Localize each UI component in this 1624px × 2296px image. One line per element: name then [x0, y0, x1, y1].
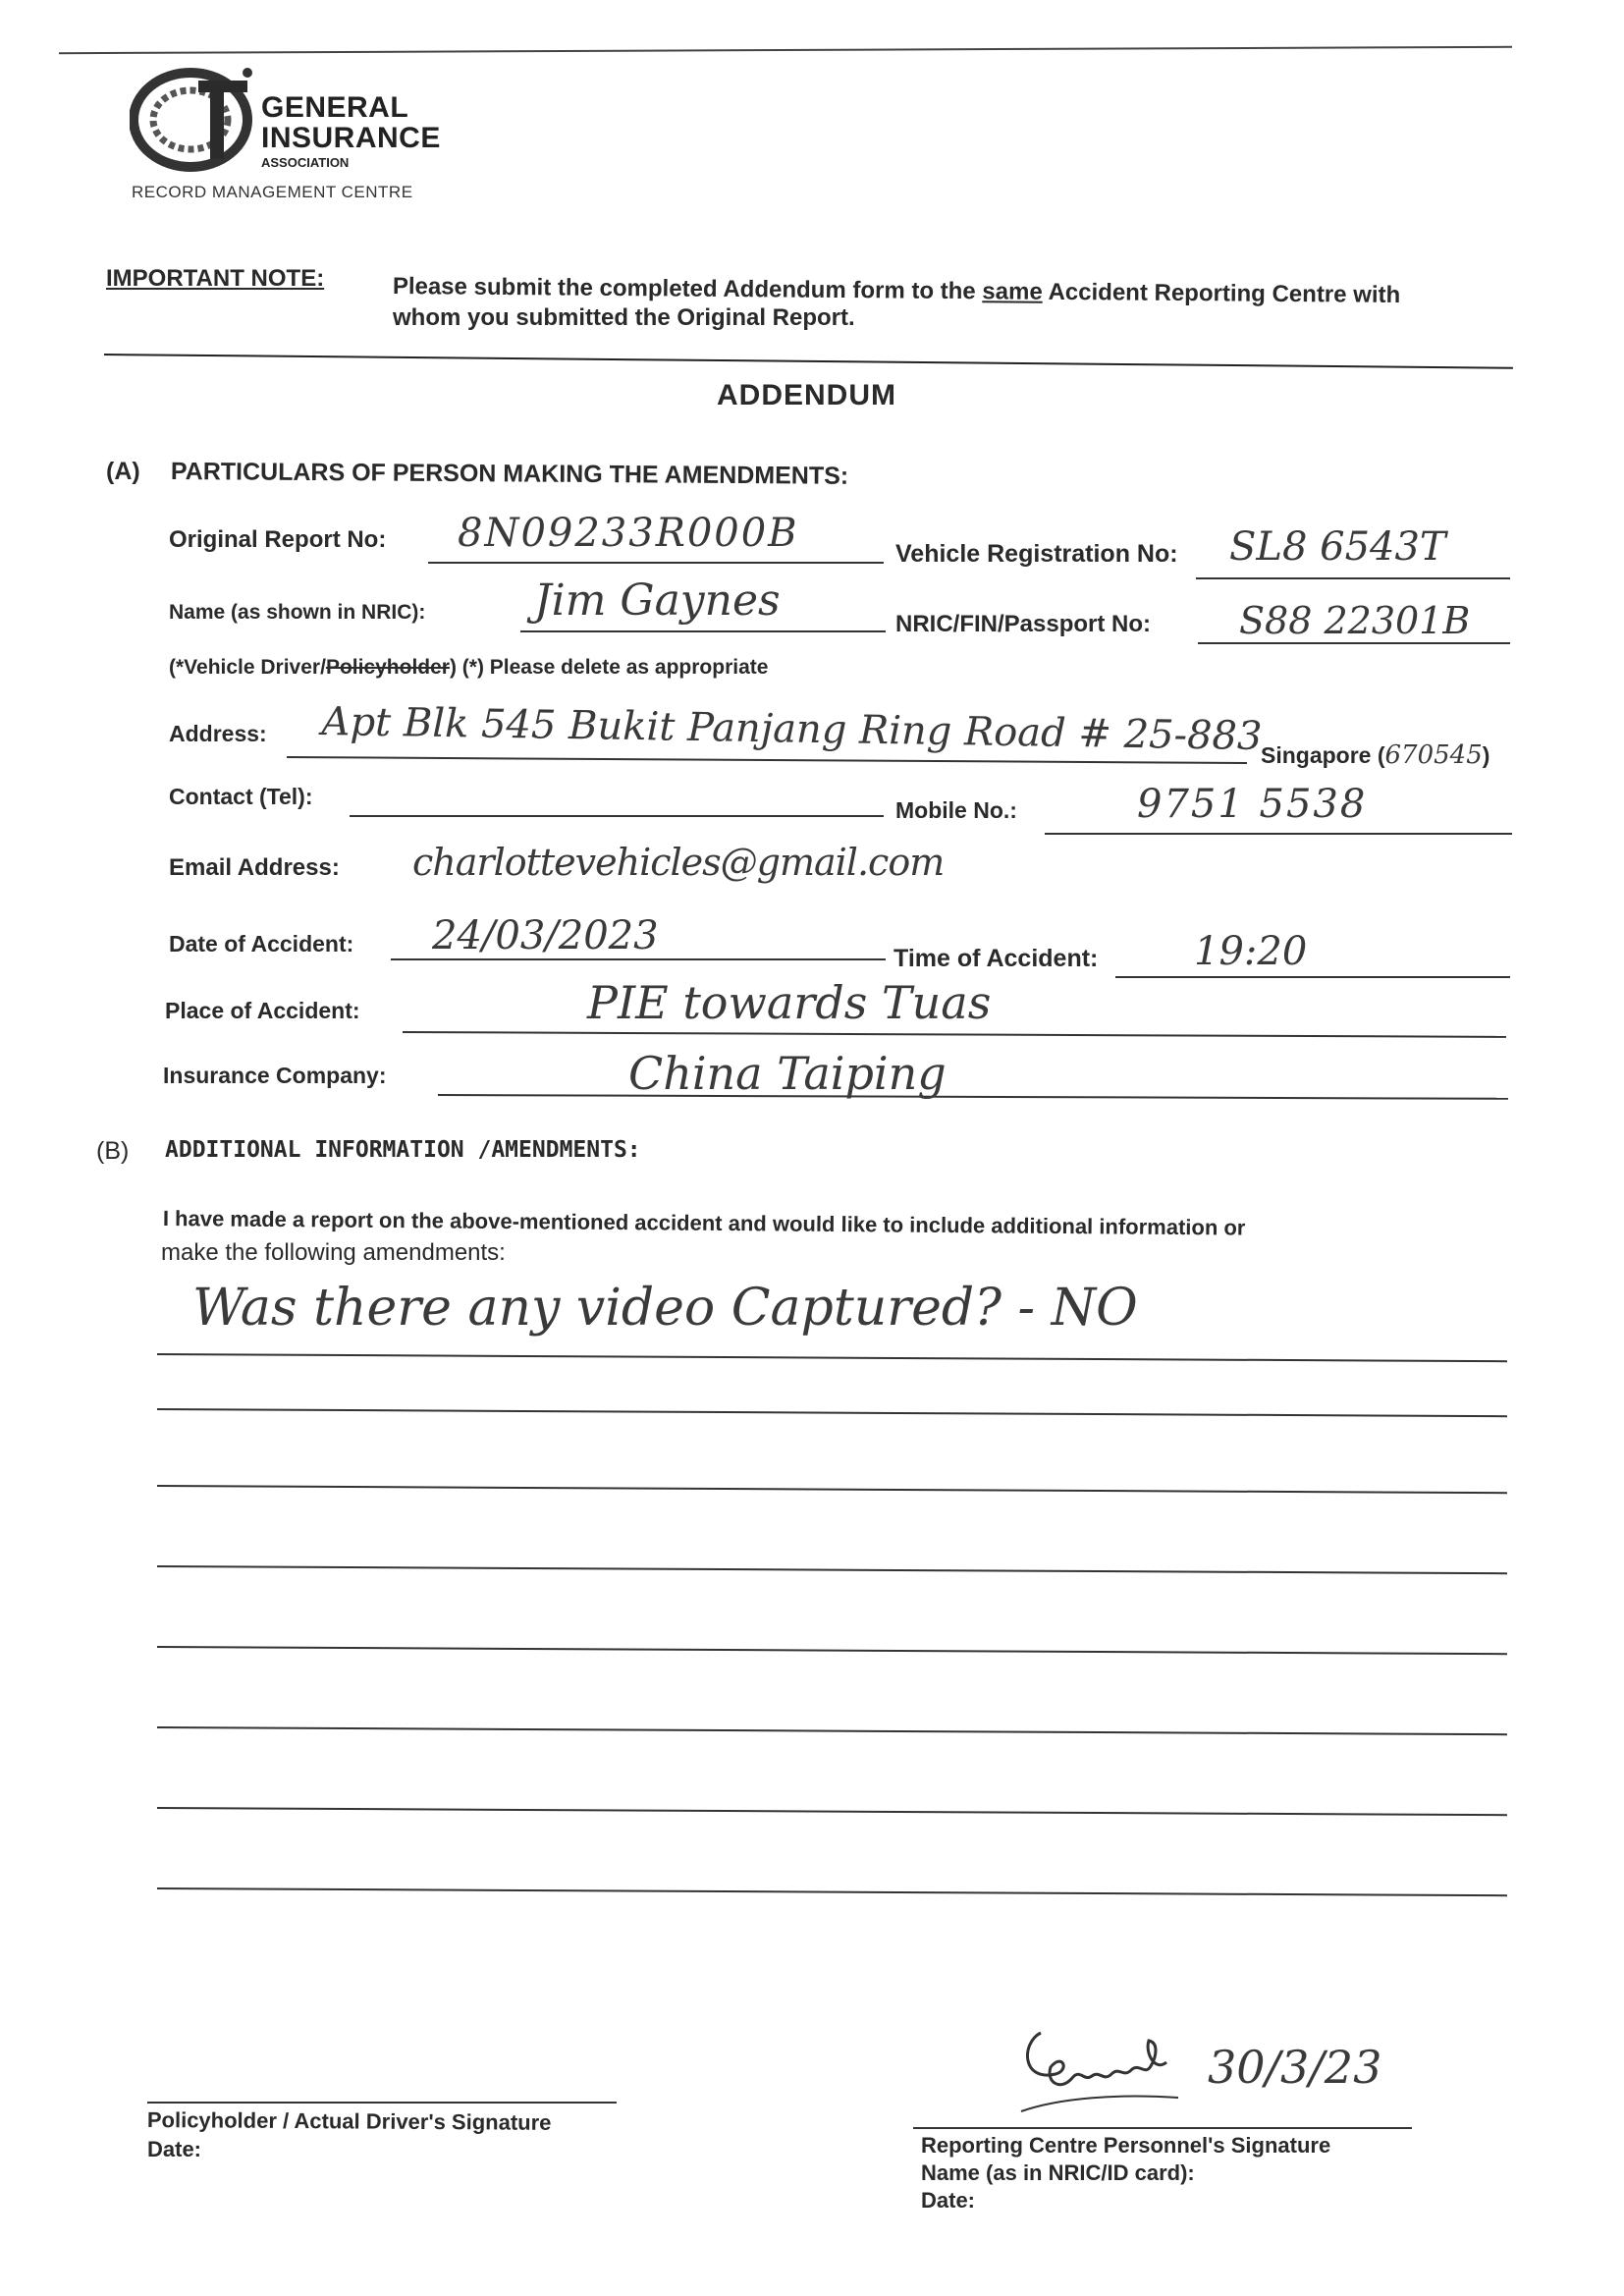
original-report-label: Original Report No: — [169, 526, 387, 553]
nric-value[interactable]: S88 22301B — [1239, 599, 1471, 642]
note-line1-c: Accident Reporting Centre with — [1042, 278, 1401, 308]
amendment-line-7 — [157, 1807, 1507, 1816]
date-of-accident-line — [391, 958, 886, 960]
mobile-line — [1045, 833, 1512, 835]
amendment-line-2 — [157, 1408, 1507, 1417]
handwritten-signature-icon — [1001, 2013, 1218, 2121]
name-value[interactable]: Jim Gaynes — [534, 575, 781, 626]
nric-line — [1198, 642, 1510, 644]
important-note-label: IMPORTANT NOTE: — [106, 265, 325, 292]
place-of-accident-line — [403, 1031, 1506, 1038]
time-of-accident-line — [1115, 976, 1510, 978]
right-date-label: Date: — [921, 2188, 976, 2213]
note-line1-same: same — [982, 278, 1043, 305]
amendment-line-4 — [157, 1565, 1507, 1574]
date-of-accident-value[interactable]: 24/03/2023 — [432, 913, 659, 958]
mobile-value[interactable]: 9751 5538 — [1137, 782, 1368, 827]
org-line3: ASSOCIATION — [261, 155, 350, 170]
insurance-company-line — [438, 1094, 1508, 1100]
address-postcode[interactable]: 670545 — [1384, 740, 1483, 770]
org-centre: RECORD MANAGEMENT CENTRE — [132, 183, 413, 201]
right-signature-label: Reporting Centre Personnel's Signature — [921, 2133, 1331, 2158]
role-prefix: (* — [169, 656, 185, 679]
vehicle-reg-line — [1196, 577, 1510, 579]
section-b-intro-line1: I have made a report on the above-mentioned accident and would like to include additional information or — [162, 1206, 1246, 1240]
nric-label: NRIC/FIN/Passport No: — [895, 611, 1152, 637]
left-date-label: Date: — [147, 2137, 202, 2161]
important-note-line2: whom you submitted the Original Report. — [393, 304, 855, 331]
insurance-company-value[interactable]: China Taiping — [628, 1047, 947, 1100]
role-note — [169, 656, 768, 680]
address-label: Address: — [169, 721, 267, 746]
address-line — [287, 756, 1247, 764]
place-of-accident-label: Place of Accident: — [165, 998, 360, 1023]
right-name-label: Name (as in NRIC/ID card): — [921, 2160, 1195, 2185]
org-line1: GENERAL — [261, 91, 409, 124]
amendment-answer[interactable]: Was there any video Captured? - NO — [192, 1279, 1138, 1338]
amendment-line-6 — [157, 1726, 1507, 1735]
vehicle-reg-label: Vehicle Registration No: — [895, 540, 1178, 568]
original-report-value[interactable]: 8N09233R000B — [458, 511, 799, 556]
name-label: Name (as shown in NRIC): — [169, 601, 426, 624]
right-signature-line — [913, 2127, 1412, 2129]
right-signature-date: 30/3/23 — [1208, 2041, 1382, 2094]
place-of-accident-value[interactable]: PIE towards Tuas — [587, 976, 992, 1029]
mobile-label: Mobile No.: — [895, 797, 1017, 823]
time-of-accident-value[interactable]: 19:20 — [1194, 929, 1308, 974]
email-value[interactable]: charlottevehicles@gmail.com — [412, 841, 945, 884]
original-report-line — [428, 562, 884, 564]
top-border-line — [59, 46, 1512, 54]
org-name — [261, 92, 441, 153]
section-b-intro-line2: make the following amendments: — [161, 1239, 506, 1266]
address-country — [1261, 740, 1489, 770]
amendment-line-3 — [157, 1485, 1507, 1494]
vehicle-reg-value[interactable]: SL8 6543T — [1229, 524, 1446, 570]
contact-label: Contact (Tel): — [169, 784, 313, 809]
section-b-marker: (B) — [96, 1137, 130, 1165]
note-line1-a: Please submit the completed Addendum form to the — [392, 273, 983, 305]
time-of-accident-label: Time of Accident: — [893, 945, 1099, 972]
role-suffix: ) (*) Please delete as appropriate — [449, 656, 769, 679]
left-signature-label: Policyholder / Actual Driver's Signature — [146, 2107, 552, 2135]
address-close: ) — [1482, 742, 1490, 768]
section-a-marker: (A) — [106, 458, 140, 485]
note-divider — [104, 354, 1513, 369]
role-policyholder[interactable]: Policyholder — [325, 656, 450, 679]
left-signature-line — [147, 2102, 617, 2104]
amendment-line-8 — [157, 1887, 1507, 1896]
amendment-line-1 — [157, 1353, 1507, 1362]
section-a-heading: PARTICULARS OF PERSON MAKING THE AMENDMENTS: — [170, 458, 849, 490]
section-b-heading: ADDITIONAL INFORMATION /AMENDMENTS: — [165, 1137, 641, 1163]
email-label: Email Address: — [169, 854, 340, 881]
form-title: ADDENDUM — [717, 379, 896, 411]
role-driver[interactable]: Vehicle Driver/ — [184, 656, 326, 679]
date-of-accident-label: Date of Accident: — [169, 931, 354, 957]
contact-line — [350, 815, 884, 817]
org-line2: INSURANCE — [261, 122, 441, 154]
name-line — [520, 630, 886, 632]
address-value[interactable]: Apt Blk 545 Bukit Panjang Ring Road # 25-883 — [321, 699, 1263, 760]
amendment-line-5 — [157, 1646, 1507, 1655]
insurance-company-label: Insurance Company: — [163, 1063, 387, 1088]
address-country-label: Singapore ( — [1261, 742, 1385, 768]
